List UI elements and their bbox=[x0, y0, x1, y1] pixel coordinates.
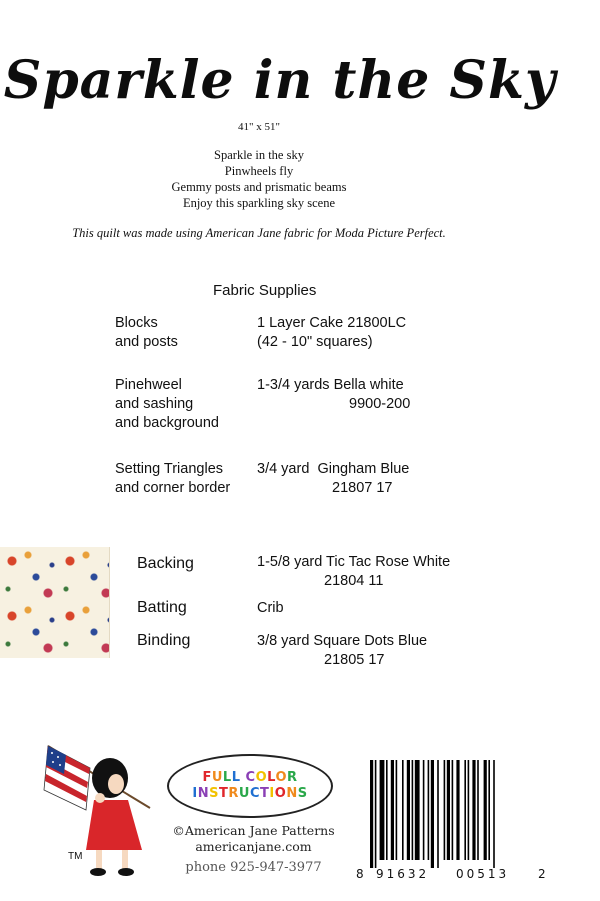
supply-value bbox=[257, 376, 527, 414]
barcode-bar bbox=[484, 760, 487, 860]
barcode-bar bbox=[396, 760, 398, 860]
full-color-badge bbox=[167, 754, 333, 818]
barcode-right-digit: 2 bbox=[538, 867, 546, 881]
barcode-bar bbox=[437, 760, 439, 868]
supply-value-line: 1 Layer Cake 21800LC bbox=[257, 315, 407, 331]
backing-value bbox=[257, 553, 507, 591]
barcode-bar bbox=[402, 760, 404, 860]
binding-label: Binding bbox=[137, 632, 191, 649]
badge-line-2: INSTRUCTIONS bbox=[192, 786, 308, 801]
company-phone: phone 925-947-3977 bbox=[185, 860, 322, 875]
barcode-bar bbox=[488, 760, 490, 860]
supply-value-line: 21807 17 bbox=[332, 480, 393, 496]
binding-value-line: 21805 17 bbox=[324, 652, 385, 668]
supply-value-line: (42 - 10" squares) bbox=[257, 334, 373, 350]
supply-value bbox=[257, 314, 527, 352]
barcode-bar bbox=[370, 760, 373, 868]
barcode-image bbox=[362, 760, 532, 870]
supply-label bbox=[115, 460, 255, 498]
supply-label-line: Pinehweel bbox=[115, 377, 182, 393]
barcode-bar bbox=[447, 760, 450, 860]
barcode-bar bbox=[380, 760, 385, 860]
barcode-bar bbox=[412, 760, 414, 860]
supply-label-line: and posts bbox=[115, 334, 178, 350]
barcode-bar bbox=[464, 760, 466, 860]
barcode-bar bbox=[431, 760, 434, 868]
barcode-bar bbox=[375, 760, 377, 868]
poem-line: Enjoy this sparkling sky scene bbox=[182, 196, 336, 210]
backing-value-line: 21804 11 bbox=[324, 573, 384, 589]
supply-label-line: and background bbox=[115, 415, 219, 431]
supply-value bbox=[257, 460, 527, 498]
binding-value-line: 3/8 yard Square Dots Blue bbox=[257, 633, 428, 649]
barcode-bar bbox=[391, 760, 394, 860]
barcode-left-digit: 8 bbox=[356, 867, 364, 881]
binding-value bbox=[257, 632, 507, 670]
poem-line: Pinwheels fly bbox=[224, 164, 294, 178]
barcode-bar bbox=[456, 760, 459, 860]
supply-label-line: Blocks bbox=[115, 315, 158, 331]
barcode-bar bbox=[386, 760, 388, 860]
girl-with-flag-logo bbox=[30, 738, 160, 883]
supply-value-line: 3/4 yard Gingham Blue bbox=[257, 461, 410, 477]
barcode-bar bbox=[452, 760, 454, 860]
barcode-bar bbox=[472, 760, 475, 860]
barcode-bar bbox=[415, 760, 420, 860]
company-name: ©American Jane Patterns bbox=[172, 823, 335, 838]
fabric-note: This quilt was made using American Jane fabric for Moda Picture Perfect. bbox=[72, 226, 446, 240]
fabric-swatch-image bbox=[0, 547, 110, 658]
supply-label-line: and corner border bbox=[115, 480, 231, 496]
supply-value-line: 1-3/4 yards Bella white bbox=[257, 377, 404, 393]
quilt-size: 41" x 51" bbox=[238, 121, 280, 133]
trademark-mark: TM bbox=[68, 851, 83, 862]
barcode-bar bbox=[407, 760, 410, 860]
badge-line-1: FULL COLOR bbox=[202, 770, 298, 785]
company-info bbox=[166, 823, 341, 855]
barcode-bar bbox=[477, 760, 479, 860]
barcode-bar bbox=[444, 760, 446, 860]
barcode-bar bbox=[493, 760, 495, 868]
supply-label bbox=[115, 376, 255, 433]
batting-value bbox=[257, 599, 507, 618]
barcode-group-2: 00513 bbox=[456, 867, 510, 881]
poem-line: Sparkle in the sky bbox=[214, 148, 304, 162]
poem-line: Gemmy posts and prismatic beams bbox=[171, 180, 347, 194]
supply-value-line: 9900-200 bbox=[349, 396, 411, 412]
barcode-bar bbox=[468, 760, 470, 860]
pattern-title: Sparkle in the Sky bbox=[3, 50, 557, 111]
supplies-heading: Fabric Supplies bbox=[213, 282, 317, 299]
backing-value-line: 1-5/8 yard Tic Tac Rose White bbox=[257, 554, 451, 570]
poem bbox=[0, 147, 518, 211]
barcode-bar bbox=[428, 760, 430, 860]
supply-label bbox=[115, 314, 255, 352]
batting-label: Batting bbox=[137, 599, 187, 616]
barcode-bar bbox=[423, 760, 425, 860]
batting-value-line: Crib bbox=[257, 600, 284, 616]
backing-label: Backing bbox=[137, 555, 194, 572]
barcode-group-1: 91632 bbox=[376, 867, 430, 881]
supply-label-line: and sashing bbox=[115, 396, 194, 412]
supply-label-line: Setting Triangles bbox=[115, 461, 224, 477]
company-website: americanjane.com bbox=[195, 839, 312, 854]
